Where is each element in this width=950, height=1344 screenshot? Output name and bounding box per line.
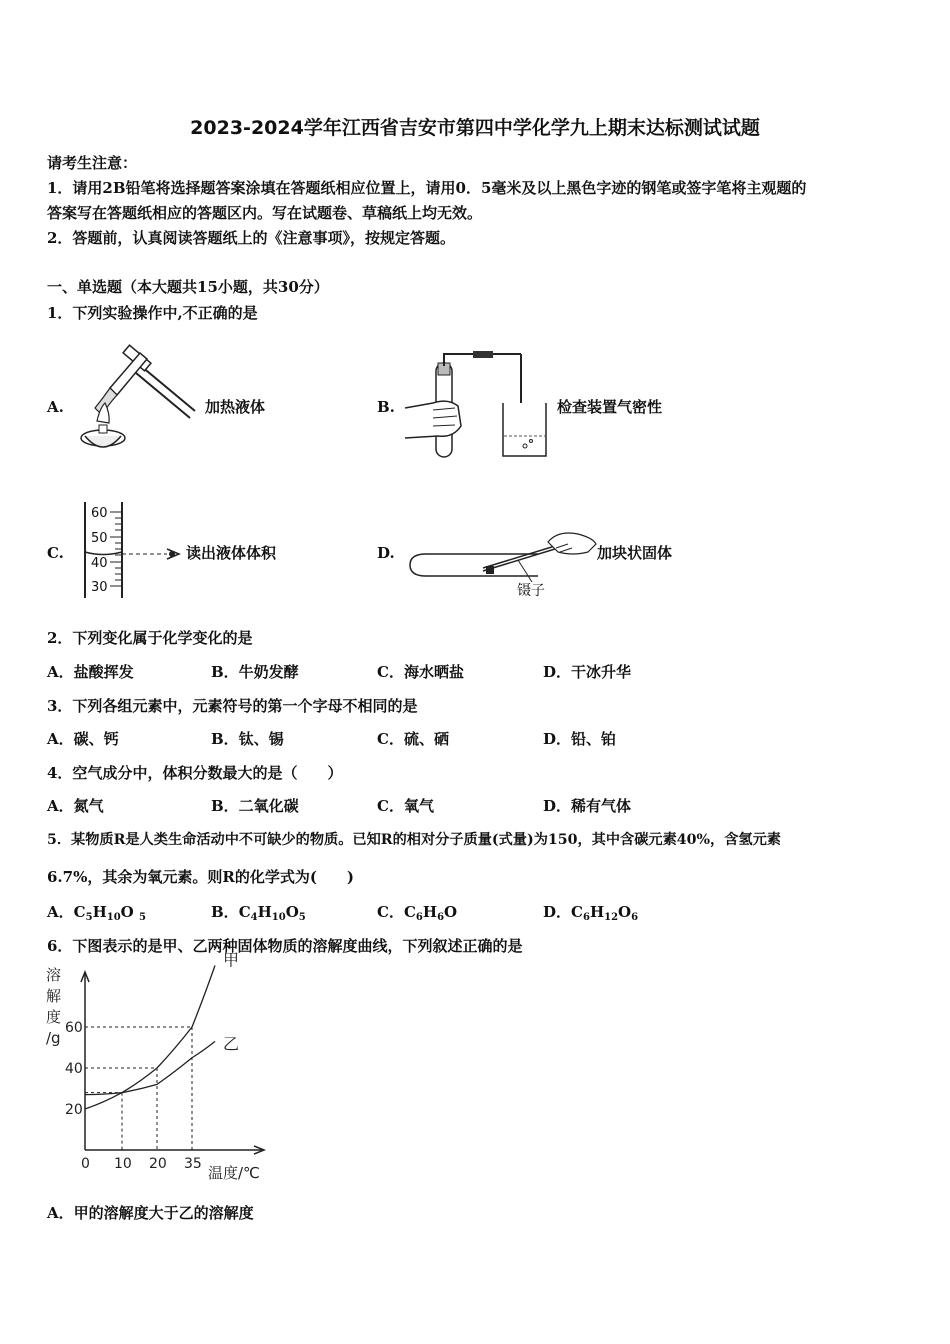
solubility-chart [40,950,280,1192]
formula-part: O [285,903,299,921]
q3-option-d: D．铅、铂 [543,730,617,748]
q2-stem: 2．下列变化属于化学变化的是 [47,629,253,647]
q1-b-letter: B. [377,398,395,416]
x-tick-label: 35 [184,1156,202,1172]
series-curve-jia [85,966,215,1110]
q5-option-b [211,902,306,922]
q5-option-d [543,902,638,922]
q3-option-b: B．钛、锡 [211,730,284,748]
page-title: 2023-2024学年江西省吉安市第四中学化学九上期末达标测试试题 [190,117,760,139]
formula-part: O [444,903,458,921]
q4-option-a: A．氮气 [47,797,104,815]
formula-sub: 6 [437,912,445,923]
formula-part: O [120,903,139,921]
q3-option-c: C．硫、硒 [377,730,449,748]
cylinder-tick-40: 40 [91,556,108,571]
q4-option-d: D．稀有气体 [543,797,632,815]
y-axis-label: 溶 [46,966,62,984]
q1-b-text: 检查装置气密性 [557,398,663,416]
formula-part: H [589,903,605,921]
q3-option-a: A．碳、钙 [47,730,119,748]
q4-stem: 4．空气成分中，体积分数最大的是（ ） [47,764,343,782]
q5-stem-line2: 6.7%，其余为氧元素。则R的化学式为( ) [47,868,355,886]
airtightness-check-illustration [403,348,553,460]
notice-line-1: 1．请用2B铅笔将选择题答案涂填在答题纸相应位置上，请用0．5毫米及以上黑色字迹的钢笔或签字笔将主观题的 [47,179,807,197]
heating-liquid-illustration [75,343,200,458]
q1-c-text: 读出液体体积 [186,544,277,562]
series-label: 甲 [223,950,240,970]
formula-sub: 6 [415,912,423,923]
formula-part: C [403,903,416,921]
section-heading: 一、单选题（本大题共15小题，共30分） [47,278,329,296]
q1-stem: 1．下列实验操作中,不正确的是 [47,304,258,322]
q5-option-c [377,902,457,922]
tweezers-label: 镊子 [517,583,545,599]
formula-part: C [238,903,251,921]
q2-option-b: B．牛奶发酵 [211,663,299,681]
q5-option-a [47,902,146,922]
notice-heading: 请考生注意： [47,154,138,172]
formula-sub: 6 [631,912,639,923]
y-axis-label: /g [46,1029,61,1047]
q2-option-c: C．海水晒盐 [377,663,464,681]
q5-b-letter: B． [211,903,239,921]
formula-sub: 12 [604,912,619,923]
formula-sub: 5 [298,912,306,923]
q4-option-b: B．二氧化碳 [211,797,299,815]
q1-c-letter: C. [47,544,64,562]
cylinder-tick-60: 60 [91,506,108,521]
formula-part: C [571,903,583,921]
formula-sub: 4 [250,912,258,923]
notice-line-1b: 答案写在答题纸相应的答题区内。写在试题卷、草稿纸上均无效。 [47,204,483,222]
q5-d-letter: D． [543,903,572,921]
y-tick-label: 20 [65,1102,83,1118]
notice-line-2: 2．答题前，认真阅读答题纸上的《注意事项》，按规定答题。 [47,229,455,247]
y-axis-label: 度 [46,1008,62,1026]
q2-option-a: A．盐酸挥发 [47,663,134,681]
q3-stem: 3．下列各组元素中，元素符号的第一个字母不相同的是 [47,697,418,715]
y-tick-label: 40 [65,1061,83,1077]
q5-a-letter: A． [47,903,74,921]
q2-option-d: D．干冰升华 [543,663,632,681]
formula-sub: 10 [106,912,121,923]
x-tick-label: 0 [81,1156,90,1172]
formula-part: H [92,903,107,921]
cylinder-tick-50: 50 [91,531,108,546]
q1-a-letter: A. [47,398,64,416]
q6-option-a: A．甲的溶解度大于乙的溶解度 [47,1204,254,1222]
q4-option-c: C．氧气 [377,797,434,815]
x-axis-label: 温度/℃ [208,1164,260,1182]
formula-part: H [422,903,438,921]
q6-stem: 6．下图表示的是甲、乙两种固体物质的溶解度曲线，下列叙述正确的是 [47,937,523,955]
q5-stem-line1: 5．某物质R是人类生命活动中不可缺少的物质。已知R的相对分子质量(式量)为150，其中含碳元素40%，含氢元素 [47,832,781,848]
cylinder-tick-30: 30 [91,580,108,595]
formula-part: C [73,903,86,921]
y-axis-label: 解 [46,987,62,1005]
formula-sub: 10 [271,912,286,923]
x-tick-label: 10 [114,1156,132,1172]
x-tick-label: 20 [149,1156,167,1172]
series-label: 乙 [223,1034,240,1054]
adding-solid-illustration [408,530,598,580]
q1-d-text: 加块状固体 [597,544,673,562]
formula-part: O [618,903,632,921]
y-tick-label: 60 [65,1020,83,1036]
q1-d-letter: D. [377,544,395,562]
formula-part: H [257,903,272,921]
q1-a-text: 加热液体 [205,398,266,416]
formula-sub: 6 [582,912,590,923]
formula-sub: 5 [138,912,146,923]
formula-sub: 5 [85,912,93,923]
q5-c-letter: C． [377,903,404,921]
